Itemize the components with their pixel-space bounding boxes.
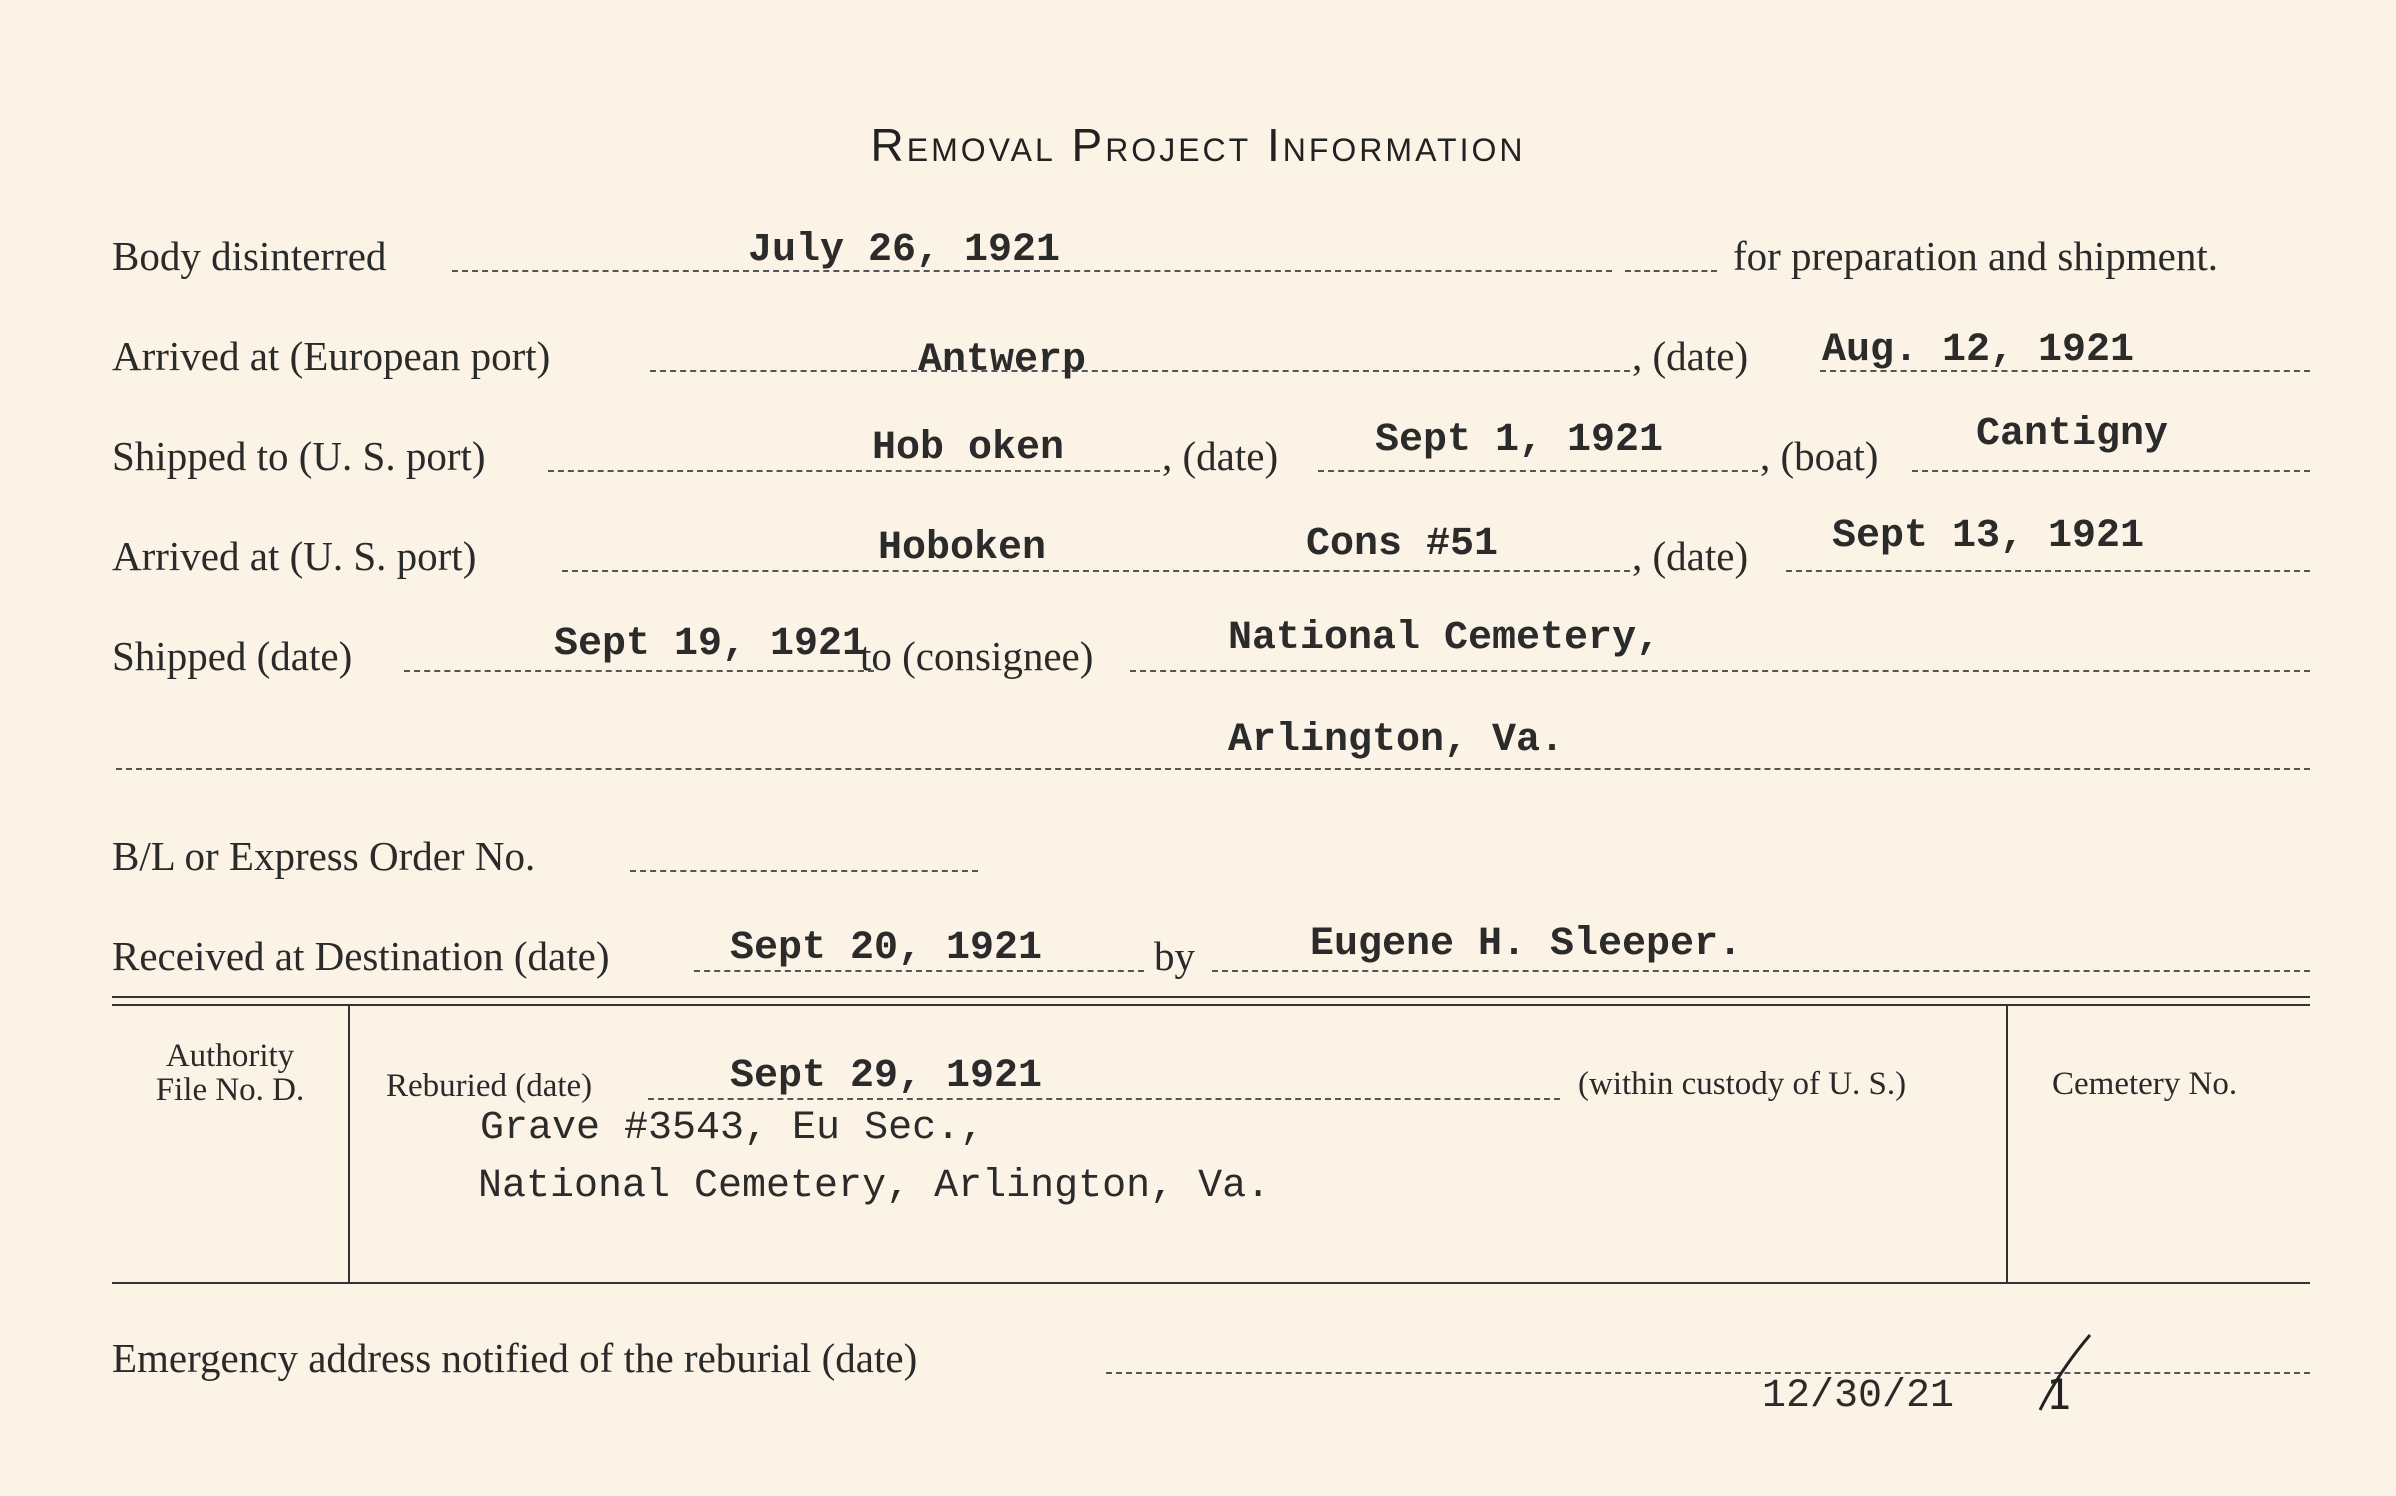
received-label: Received at Destination (date) (112, 933, 610, 979)
bl-label: B/L or Express Order No. (112, 833, 536, 879)
arrived-european-port: Antwerp (918, 338, 1087, 383)
received-by: Eugene H. Sleeper. (1310, 922, 1743, 967)
box-bottom-rule (112, 1282, 2310, 1284)
checkmark-icon (2030, 1330, 2100, 1420)
reburied-label: Reburied (date) (386, 1068, 593, 1104)
grave-line: Grave #3543, Eu Sec., (480, 1106, 985, 1151)
authority-label-2: File No. D. (155, 1072, 305, 1108)
arrived-us-date: Sept 13, 1921 (1832, 514, 2145, 559)
arrived-european-label: Arrived at (European port) (112, 333, 551, 379)
consignee-line-2: Arlington, Va. (1228, 718, 1565, 763)
arrived-european-line (650, 370, 1630, 372)
box-divider-right (2006, 1006, 2008, 1282)
consignee-line-1: National Cemetery, (1228, 616, 1661, 661)
arrived-us-date-label: , (date) (1632, 533, 1749, 579)
arrived-us-cons: Cons #51 (1306, 522, 1499, 567)
received-date: Sept 20, 1921 (730, 926, 1043, 971)
authority-label-1: Authority (165, 1038, 295, 1074)
emergency-label: Emergency address notified of the reburial (date) (112, 1335, 918, 1381)
shipped-date: Sept 19, 1921 (554, 622, 867, 667)
arrived-us-port: Hoboken (878, 526, 1047, 571)
consignee-continuation-line (116, 768, 2310, 770)
arrived-us-line (562, 570, 1630, 572)
shipped-to-port: Hob oken (872, 426, 1065, 471)
box-top-rule-1 (112, 996, 2310, 998)
custody-label: (within custody of U. S.) (1578, 1066, 1907, 1102)
cemetery-no-label: Cemetery No. (2052, 1066, 2238, 1102)
card-title: Removal Project Information (870, 119, 1526, 171)
emergency-line (1106, 1372, 2310, 1374)
shipped-date-line (404, 670, 874, 672)
shipped-to-date: Sept 1, 1921 (1375, 418, 1664, 463)
arrived-us-date-line (1786, 570, 2310, 572)
bl-line (630, 870, 978, 872)
shipped-date-label: Shipped (date) (112, 633, 353, 679)
shipped-to-date-line (1318, 470, 1758, 472)
arrived-european-date: Aug. 12, 1921 (1822, 328, 2135, 373)
body-disinterred-value: July 26, 1921 (748, 228, 1061, 273)
consignee-line (1130, 670, 2310, 672)
reburied-date: Sept 29, 1921 (730, 1054, 1043, 1099)
body-disinterred-suffix: for preparation and shipment. (1733, 233, 2219, 279)
received-by-line (1212, 970, 2310, 972)
box-top-rule-2 (112, 1004, 2310, 1006)
consignee-label: to (consignee) (860, 633, 1094, 679)
body-disinterred-label: Body disinterred (112, 233, 387, 279)
shipped-to-port-line (548, 470, 1160, 472)
shipped-to-boat-line (1912, 470, 2310, 472)
body-disinterred-line-2 (1625, 270, 1717, 272)
location-line: National Cemetery, Arlington, Va. (478, 1164, 1271, 1209)
shipped-to-label: Shipped to (U. S. port) (112, 433, 486, 479)
box-divider-left (348, 1006, 350, 1282)
arrived-us-label: Arrived at (U. S. port) (112, 533, 477, 579)
shipped-to-date-label: , (date) (1162, 433, 1279, 479)
emergency-initials: 1 (2046, 1370, 2072, 1419)
received-by-label: by (1154, 933, 1195, 979)
shipped-to-boat-label: , (boat) (1760, 433, 1879, 479)
emergency-date: 12/30/21 (1762, 1374, 1955, 1419)
arrived-european-date-label: , (date) (1632, 333, 1749, 379)
shipped-to-boat: Cantigny (1976, 412, 2169, 457)
